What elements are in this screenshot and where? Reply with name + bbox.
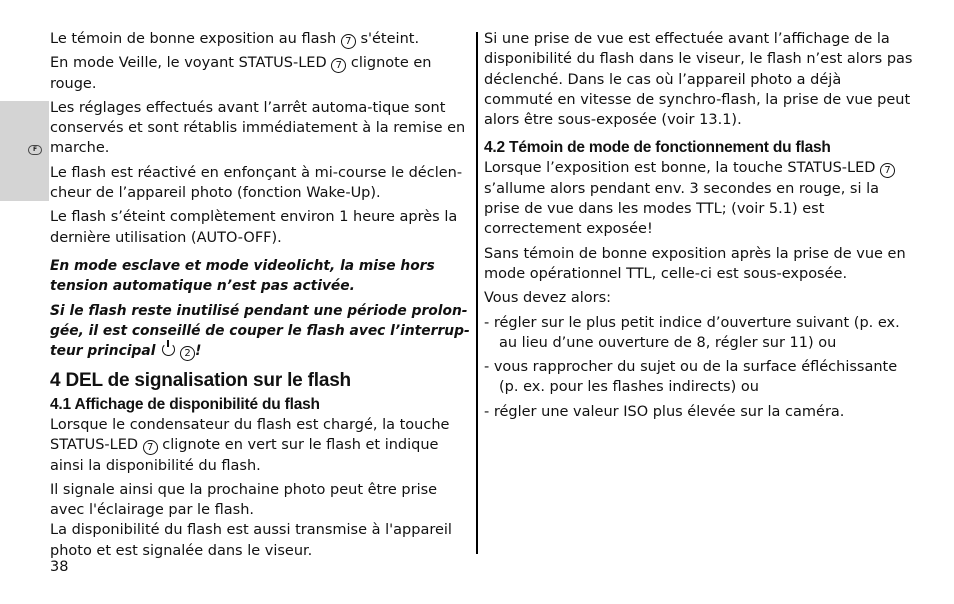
left-column [50,29,472,565]
section-heading: 4 DEL de signalisation sur le flash [50,369,351,391]
right-column [484,29,914,426]
list-item: - régler une valeur ISO plus élevée sur la caméra. [484,403,845,420]
paragraph: Si une prise de vue est effectuée avant l’affichage de la disponibilité du flash dans le viseur, le flash n’est alors pas déclenché. Dans le cas où l’appareil photo a déjà commuté en vitesse de synchro-flash, la prise de vue peut alors être sous-exposée (voir 13.1). [484,31,913,129]
note: En mode esclave et mode videolicht, la mise hors tension automatique n’est pas activée. [50,257,435,294]
paragraph: Sans témoin de bonne exposition après la prise de vue en mode opérationnel TTL, celle-ci est sous-exposée. [484,245,906,282]
list-item: - vous rapprocher du sujet ou de la surface éfléchissante (p. ex. pour les flashes indirects) ou [484,359,898,396]
paragraph: Le flash s’éteint complètement environ 1 heure après la dernière utilisation (AUTO-OFF). [50,209,458,246]
paragraph: Le témoin de bonne exposition au flash 7 s'éteint. [50,31,420,47]
list-item: - régler sur le plus petit indice d’ouverture suivant (p. ex. au lieu d’une ouverture de 8, régler sur 11) ou [484,314,900,351]
circled-number-icon: 7 [143,440,158,455]
circled-number-icon: 2 [180,346,195,361]
note: Si le flash reste inutilisé pendant une période prolon-gée, il est conseillé de couper le flash avec l’interrup-teur principal 2 ! [50,302,470,359]
paragraph: En mode Veille, le voyant STATUS-LED 7 clignote en rouge. [50,55,432,92]
circled-number-icon: 7 [331,58,346,73]
language-badge: F [28,145,42,155]
circled-number-icon: 7 [880,163,895,178]
column-divider [476,32,478,554]
power-icon [162,343,175,356]
paragraph: Lorsque l’exposition est bonne, la touche STATUS-LED 7 s’allume alors pendant env. 3 secondes en rouge, si la prise de vue dans les modes TTL; (voir 5.1) est correctement exposée! [484,158,914,239]
subsection-heading: 4.2 Témoin de mode de fonctionnement du flash [484,139,831,157]
subsection-heading: 4.1 Affichage de disponibilité du flash [50,395,320,413]
circled-number-icon: 7 [341,34,356,49]
paragraph: Lorsque le condensateur du flash est chargé, la touche STATUS-LED 7 clignote en vert sur le flash et indique ainsi la disponibilité du flash. [50,416,450,474]
paragraph: Le flash est réactivé en enfonçant à mi-course le déclen-cheur de l’appareil photo (fonction Wake-Up). [50,164,463,202]
paragraph: La disponibilité du flash est aussi transmise à l'appareil photo et est signalée dans le viseur. [50,522,452,559]
paragraph: Vous devez alors: [484,290,612,307]
paragraph: Les réglages effectués avant l’arrêt automa-tique sont conservés et sont rétablis immédiatement à la remise en marche. [50,99,466,157]
page-number: 38 [50,559,69,575]
paragraph: Il signale ainsi que la prochaine photo peut être prise avec l'éclairage par le flash. [50,481,438,519]
